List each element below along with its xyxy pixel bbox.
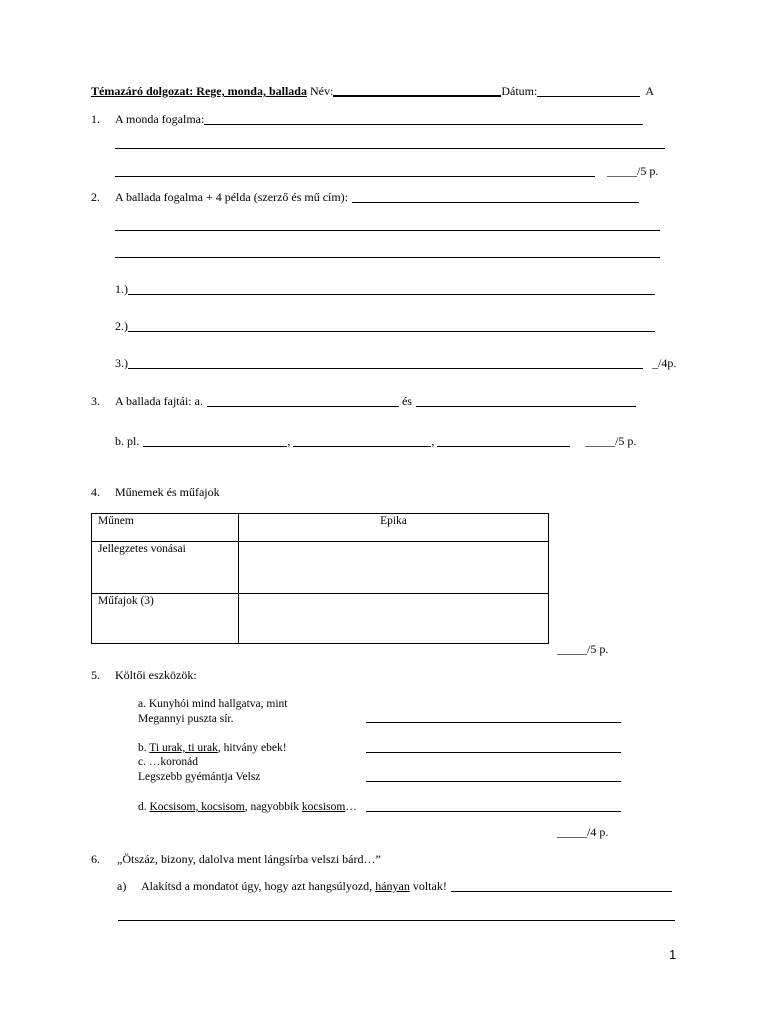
q1-score: _____/5 p. [607, 164, 659, 178]
q3-example-line [437, 446, 570, 447]
q2-example-label: 1.) [115, 282, 128, 296]
table-answer-cell [239, 594, 549, 644]
q2-example-row [115, 318, 655, 334]
q2-number: 2. [91, 190, 100, 204]
q2-example-row [115, 281, 655, 297]
q5-answer-line [366, 722, 621, 723]
q5-answer-line [366, 752, 621, 753]
q5-item-b-rest: , hitvány ebek! [217, 742, 287, 754]
table-row [92, 514, 549, 542]
genres-table [91, 513, 549, 644]
q5-answer-line [366, 781, 621, 782]
q2-example-label: 3.) [115, 356, 128, 370]
q6-sub-a-underlined: hányan [375, 879, 410, 893]
q2-example-label: 2.) [115, 319, 128, 333]
q2-row [115, 189, 639, 205]
date-blank [537, 96, 640, 97]
q4-score: _____/5 p. [557, 642, 609, 656]
q6-answer-line [118, 920, 675, 921]
q3-example-label: b. pl. [115, 434, 140, 448]
q6-quote: „Ötszáz, bizony, dalolva ment lángsírba velszi bárd…” [117, 852, 381, 866]
q3-example-line [143, 446, 287, 447]
table-row [92, 542, 549, 594]
q3-number: 3. [91, 394, 100, 408]
q3-example-row [115, 433, 570, 449]
table-cell: Jellegzetes vonásai [92, 542, 239, 594]
q2-answer-line [352, 202, 639, 203]
date-label: Dátum: [501, 84, 538, 98]
name-blank [333, 95, 501, 97]
q5-score: _____/4 p. [557, 825, 609, 839]
group-label: A [645, 84, 654, 98]
q1-prompt: A monda fogalma: [115, 112, 205, 126]
q3-score: _____/5 p. [585, 434, 637, 448]
q5-item-c-line: Legszebb gyémántja Velsz [138, 771, 261, 783]
page-number: 1 [669, 947, 677, 962]
q3-answer-line [207, 406, 399, 407]
q6-number: 6. [91, 852, 100, 866]
q3-answer-line [416, 406, 636, 407]
q6-sub-a-text [141, 878, 447, 894]
q5-answer-line [366, 811, 621, 812]
q1-number: 1. [91, 112, 100, 126]
q6-sub-a-row [117, 878, 672, 894]
q5-prompt: Költői eszközök: [115, 668, 197, 682]
table-cell: Műnem [92, 514, 239, 542]
test-title: Témazáró dolgozat: Rege, monda, ballada [91, 84, 307, 98]
q5-item-d-end: … [345, 801, 357, 813]
q5-item-d-middle: , nagyobbik [244, 801, 300, 813]
q5-item-d-label: d. [138, 801, 147, 813]
q2-score: _/4p. [652, 356, 677, 370]
table-cell: Műfajok (3) [92, 594, 239, 644]
q2-example-line [128, 294, 655, 295]
q2-prompt: A ballada fogalma + 4 példa (szerző és mű cím): [115, 190, 349, 204]
q1-answer-line [115, 148, 665, 149]
q5-item-b-underlined: Ti urak, ti urak [149, 742, 218, 754]
q5-item-d-underlined: kocsisom [301, 801, 346, 813]
q3-example-line [293, 446, 431, 447]
q5-item-c-line: c. …koronád [138, 756, 199, 768]
q2-answer-line [115, 230, 660, 231]
q3-prompt: A ballada fajtái: a. [115, 394, 203, 408]
table-cell: Epika [239, 514, 549, 542]
q3-separator: , [431, 434, 435, 448]
q5-number: 5. [91, 668, 100, 682]
q2-answer-line [115, 257, 660, 258]
table-answer-cell [239, 542, 549, 594]
q4-prompt: Műnemek és műfajok [115, 485, 220, 499]
q4-number: 4. [91, 485, 100, 499]
q3-row [115, 393, 636, 409]
q5-item-d-underlined: Kocsisom, kocsisom [149, 801, 245, 813]
q2-example-line [128, 331, 655, 332]
q6-sub-a-text-after: voltak! [412, 879, 447, 893]
q1-answer-line [204, 124, 643, 125]
q2-example-line [128, 368, 643, 369]
q3-separator: , [287, 434, 291, 448]
q1-row [115, 111, 643, 127]
q5-item-a-line: a. Kunyhói mind hallgatva, mint [138, 698, 288, 710]
q5-item-b [138, 741, 287, 756]
q6-sub-a-text-before: Alakítsd a mondatot úgy, hogy azt hangsúlyozd, [141, 879, 373, 893]
q5-item-a-line: Megannyi puszta sír. [138, 713, 234, 725]
table-row [92, 594, 549, 644]
q2-example-row [115, 355, 643, 371]
q6-sub-a-label: a) [117, 879, 127, 893]
q5-item-d [138, 800, 357, 815]
q1-answer-line [115, 176, 595, 177]
header-row [91, 83, 654, 99]
q5-item-b-label: b. [138, 742, 147, 754]
q6-answer-line [451, 891, 672, 892]
q3-conjunction: és [401, 394, 412, 408]
name-label: Név: [309, 84, 334, 98]
